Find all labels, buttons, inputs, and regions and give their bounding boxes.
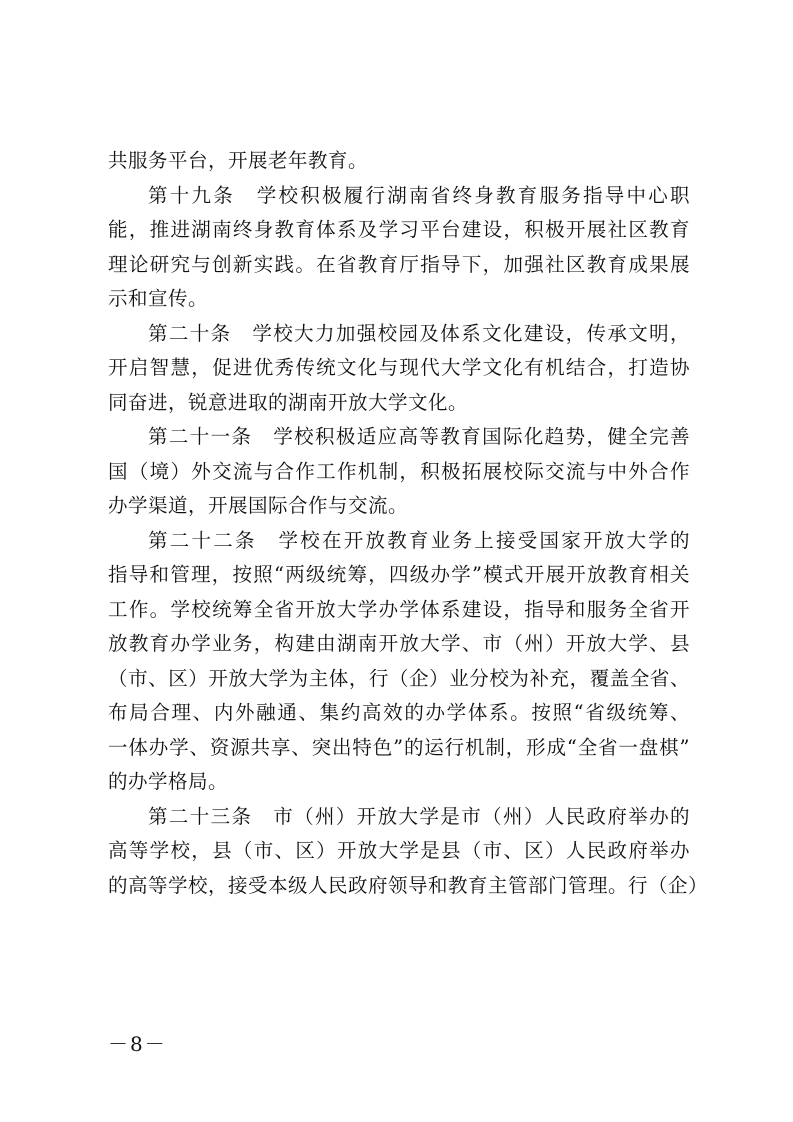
text-line: 放教育办学业务，构建由湖南开放大学、市（州）开放大学、县 (108, 632, 690, 655)
text-line: 一体办学、资源共享、突出特色”的运行机制，形成“全省一盘棋” (108, 735, 690, 759)
text-line: 开启智慧，促进优秀传统文化与现代大学文化有机结合，打造协 (108, 356, 690, 379)
text-line: 第二十二条 学校在开放教育业务上接受国家开放大学的 (148, 528, 690, 552)
text-line: 的办学格局。 (108, 770, 229, 793)
text-line: 同奋进，锐意进取的湖南开放大学文化。 (108, 390, 469, 414)
text-line: 第二十条 学校大力加强校园及体系文化建设，传承文明， (148, 321, 690, 345)
document-body (108, 144, 709, 903)
text-line: 能，推进湖南终身教育体系及学习平台建设，积极开展社区教育 (108, 218, 690, 241)
text-line: 的高等学校，接受本级人民政府领导和教育主管部门管理。行（企） (108, 873, 709, 897)
text-line: 示和宣传。 (108, 287, 209, 310)
text-line: 第十九条 学校积极履行湖南省终身教育服务指导中心职 (148, 183, 690, 207)
text-line: 高等学校，县（市、区）开放大学是县（市、区）人民政府举办 (108, 839, 690, 862)
text-line: 理论研究与创新实践。在省教育厅指导下，加强社区教育成果展 (108, 252, 690, 276)
text-line: 第二十三条 市（州）开放大学是市（州）人民政府举办的 (148, 804, 690, 828)
text-line: 办学渠道，开展国际合作与交流。 (108, 494, 409, 517)
page-number: －8－ (108, 1032, 167, 1056)
text-line: 工作。学校统筹全省开放大学办学体系建设，指导和服务全省开 (108, 597, 690, 621)
text-line: 第二十一条 学校积极适应高等教育国际化趋势，健全完善 (148, 425, 690, 448)
text-line: 指导和管理，按照“两级统筹，四级办学”模式开展开放教育相关 (108, 563, 690, 586)
text-line: （市、区）开放大学为主体，行（企）业分校为补充，覆盖全省、 (108, 666, 690, 690)
text-line: 共服务平台，开展老年教育。 (108, 149, 369, 172)
text-line: 布局合理、内外融通、集约高效的办学体系。按照“省级统筹、 (108, 701, 690, 724)
text-line: 国（境）外交流与合作工作机制，积极拓展校际交流与中外合作 (108, 459, 690, 483)
